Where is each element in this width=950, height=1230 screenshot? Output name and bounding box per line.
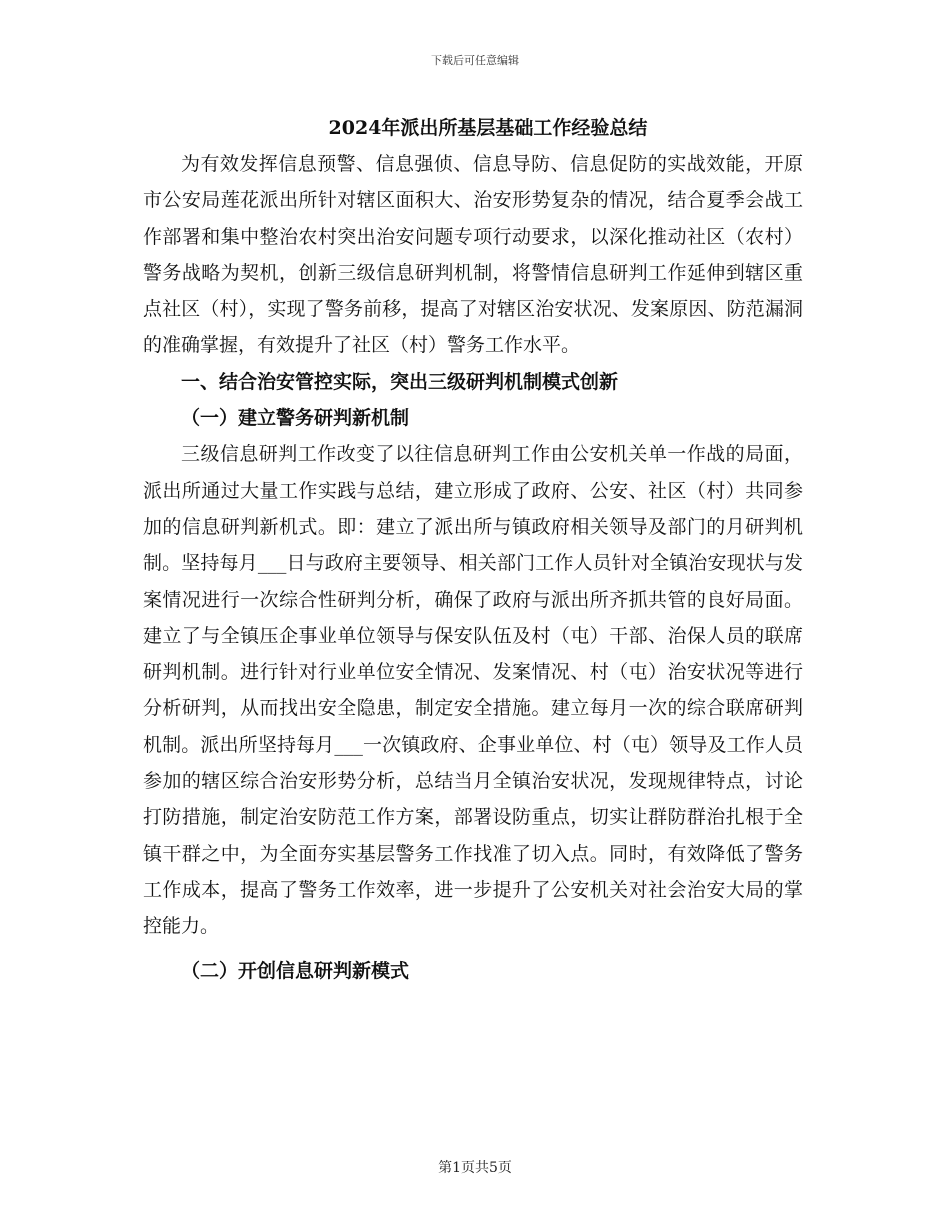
subsection-2-heading: （二）开创信息研判新模式 [181, 959, 410, 982]
document-title: 2024年派出所基层基础工作经验总结 [328, 117, 648, 139]
subsection-1-body: 三级信息研判工作改变了以往信息研判工作由公安机关单一作战的局面，派出所通过大量工作实践与总结，建立形成了政府、公安、社区（村）共同参加的信息研判新机式。即：建立了派出所与镇政府相关领导及部门的月研判机制。坚持每月___日与政府主要领导、相关部门工作人员针对全镇治安现状与发案情况进行一次综合性研判分析，确保了政府与派出所齐抓共管的良好局面。建立了与全镇压企事业单位领导与保安队伍及村（屯）干部、治保人员的联席研判机制。进行针对行业单位安全情况、发案情况、村（屯）治安状况等进行分析研判，从而找出安全隐患，制定安全措施。建立每月一次的综合联席研判机制。派出所坚持每月___一次镇政府、企事业单位、村（屯）领导及工作人员参加的辖区综合治安形势分析，总结当月全镇治安状况，发现规律特点，讨论打防措施，制定治安防范工作方案，部署设防重点，切实让群防群治扎根于全镇干群之中，为全面夯实基层警务工作找准了切入点。同时，有效降低了警务工作成本，提高了警务工作效率，进一步提升了公安机关对社会治安大局的掌控能力。 [143, 443, 803, 938]
subsection-1-heading: （一）建立警务研判新机制 [181, 407, 410, 430]
intro-paragraph: 为有效发挥信息预警、信息强侦、信息导防、信息促防的实战效能，开原市公安局莲花派出所针对辖区面积大、治安形势复杂的情况，结合夏季会战工作部署和集中整治农村突出治安问题专项行动要求，以深化推动社区（农村）警务战略为契机，创新三级信息研判机制，将警情信息研判工作延伸到辖区重点社区（村），实现了警务前移，提高了对辖区治安状况、发案原因、防范漏洞的准确掌握，有效提升了社区（村）警务工作水平。 [143, 153, 803, 357]
page-number: 第1页共5页 [438, 1160, 512, 1176]
header-note: 下载后可任意编辑 [431, 54, 519, 67]
document-body [143, 110, 803, 989]
section-1-heading: 一、结合治安管控实际，突出三级研判机制模式创新 [181, 370, 619, 393]
